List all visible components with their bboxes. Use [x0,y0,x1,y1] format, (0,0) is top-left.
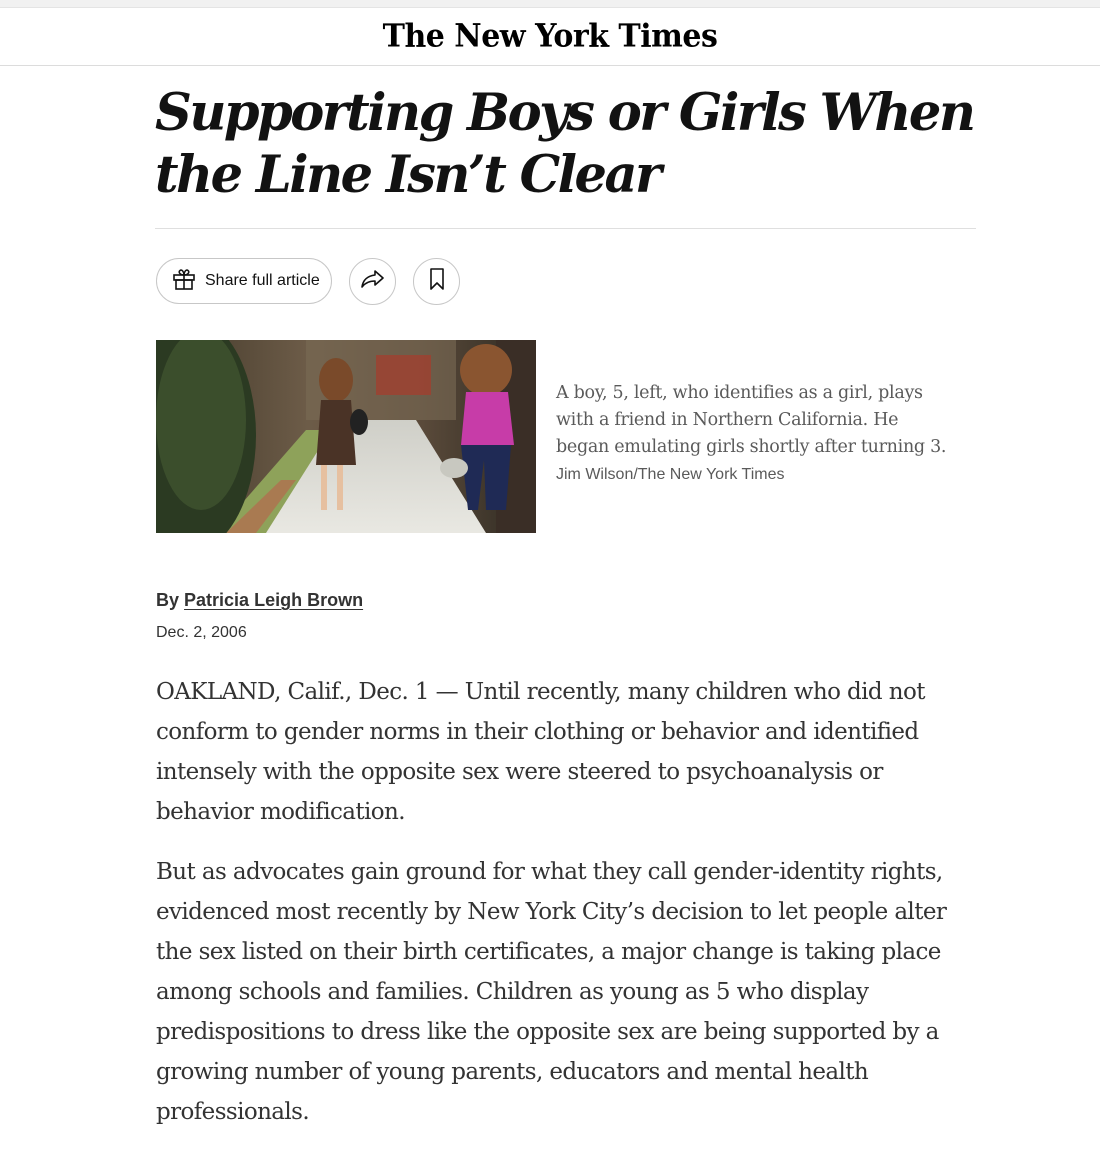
share-full-article-button[interactable] [156,258,332,304]
publish-date: Dec. 2, 2006 [156,624,247,641]
byline [156,590,363,611]
article-headline: Supporting Boys or Girls When the Line Isn’t Clear [155,83,974,205]
nyt-logo[interactable]: The New York Times [382,18,718,55]
share-arrow-icon [360,268,386,295]
article-body [156,672,976,1152]
article-paragraph: But as advocates gain ground for what they call gender-identity rights, evidenced most recently by New York City’s decision to let people alter the sex listed on their birth certificates, a major change is taking place among schools and families. Children as young as 5 who display predispositions to dress like the opposite sex are being supported by a growing number of young parents, educators and mental health professionals. [156,859,947,1125]
save-bookmark-button[interactable] [413,258,460,305]
photo-credit: Jim Wilson/The New York Times [556,466,785,483]
byline-prefix: By [156,590,180,610]
author-link[interactable]: Patricia Leigh Brown [184,590,364,610]
share-full-article-label: Share full article [205,272,320,289]
masthead [0,8,1100,66]
headline-divider [155,228,976,229]
photo-caption [556,380,956,488]
article-paragraph: OAKLAND, Calif., Dec. 1 — Until recently, many children who did not conform to gender norms in their clothing or behavior and identified intensely with the opposite sex were steered to psychoanalysis or behavior modification. [156,679,925,825]
gift-icon [171,266,197,297]
bookmark-icon [428,267,446,296]
share-button[interactable] [349,258,396,305]
caption-text: A boy, 5, left, who identifies as a girl, plays with a friend in Northern California. He began emulating girls shortly after turning 3. [556,383,947,457]
article-photo[interactable] [156,340,536,533]
browser-top-strip [0,0,1100,8]
